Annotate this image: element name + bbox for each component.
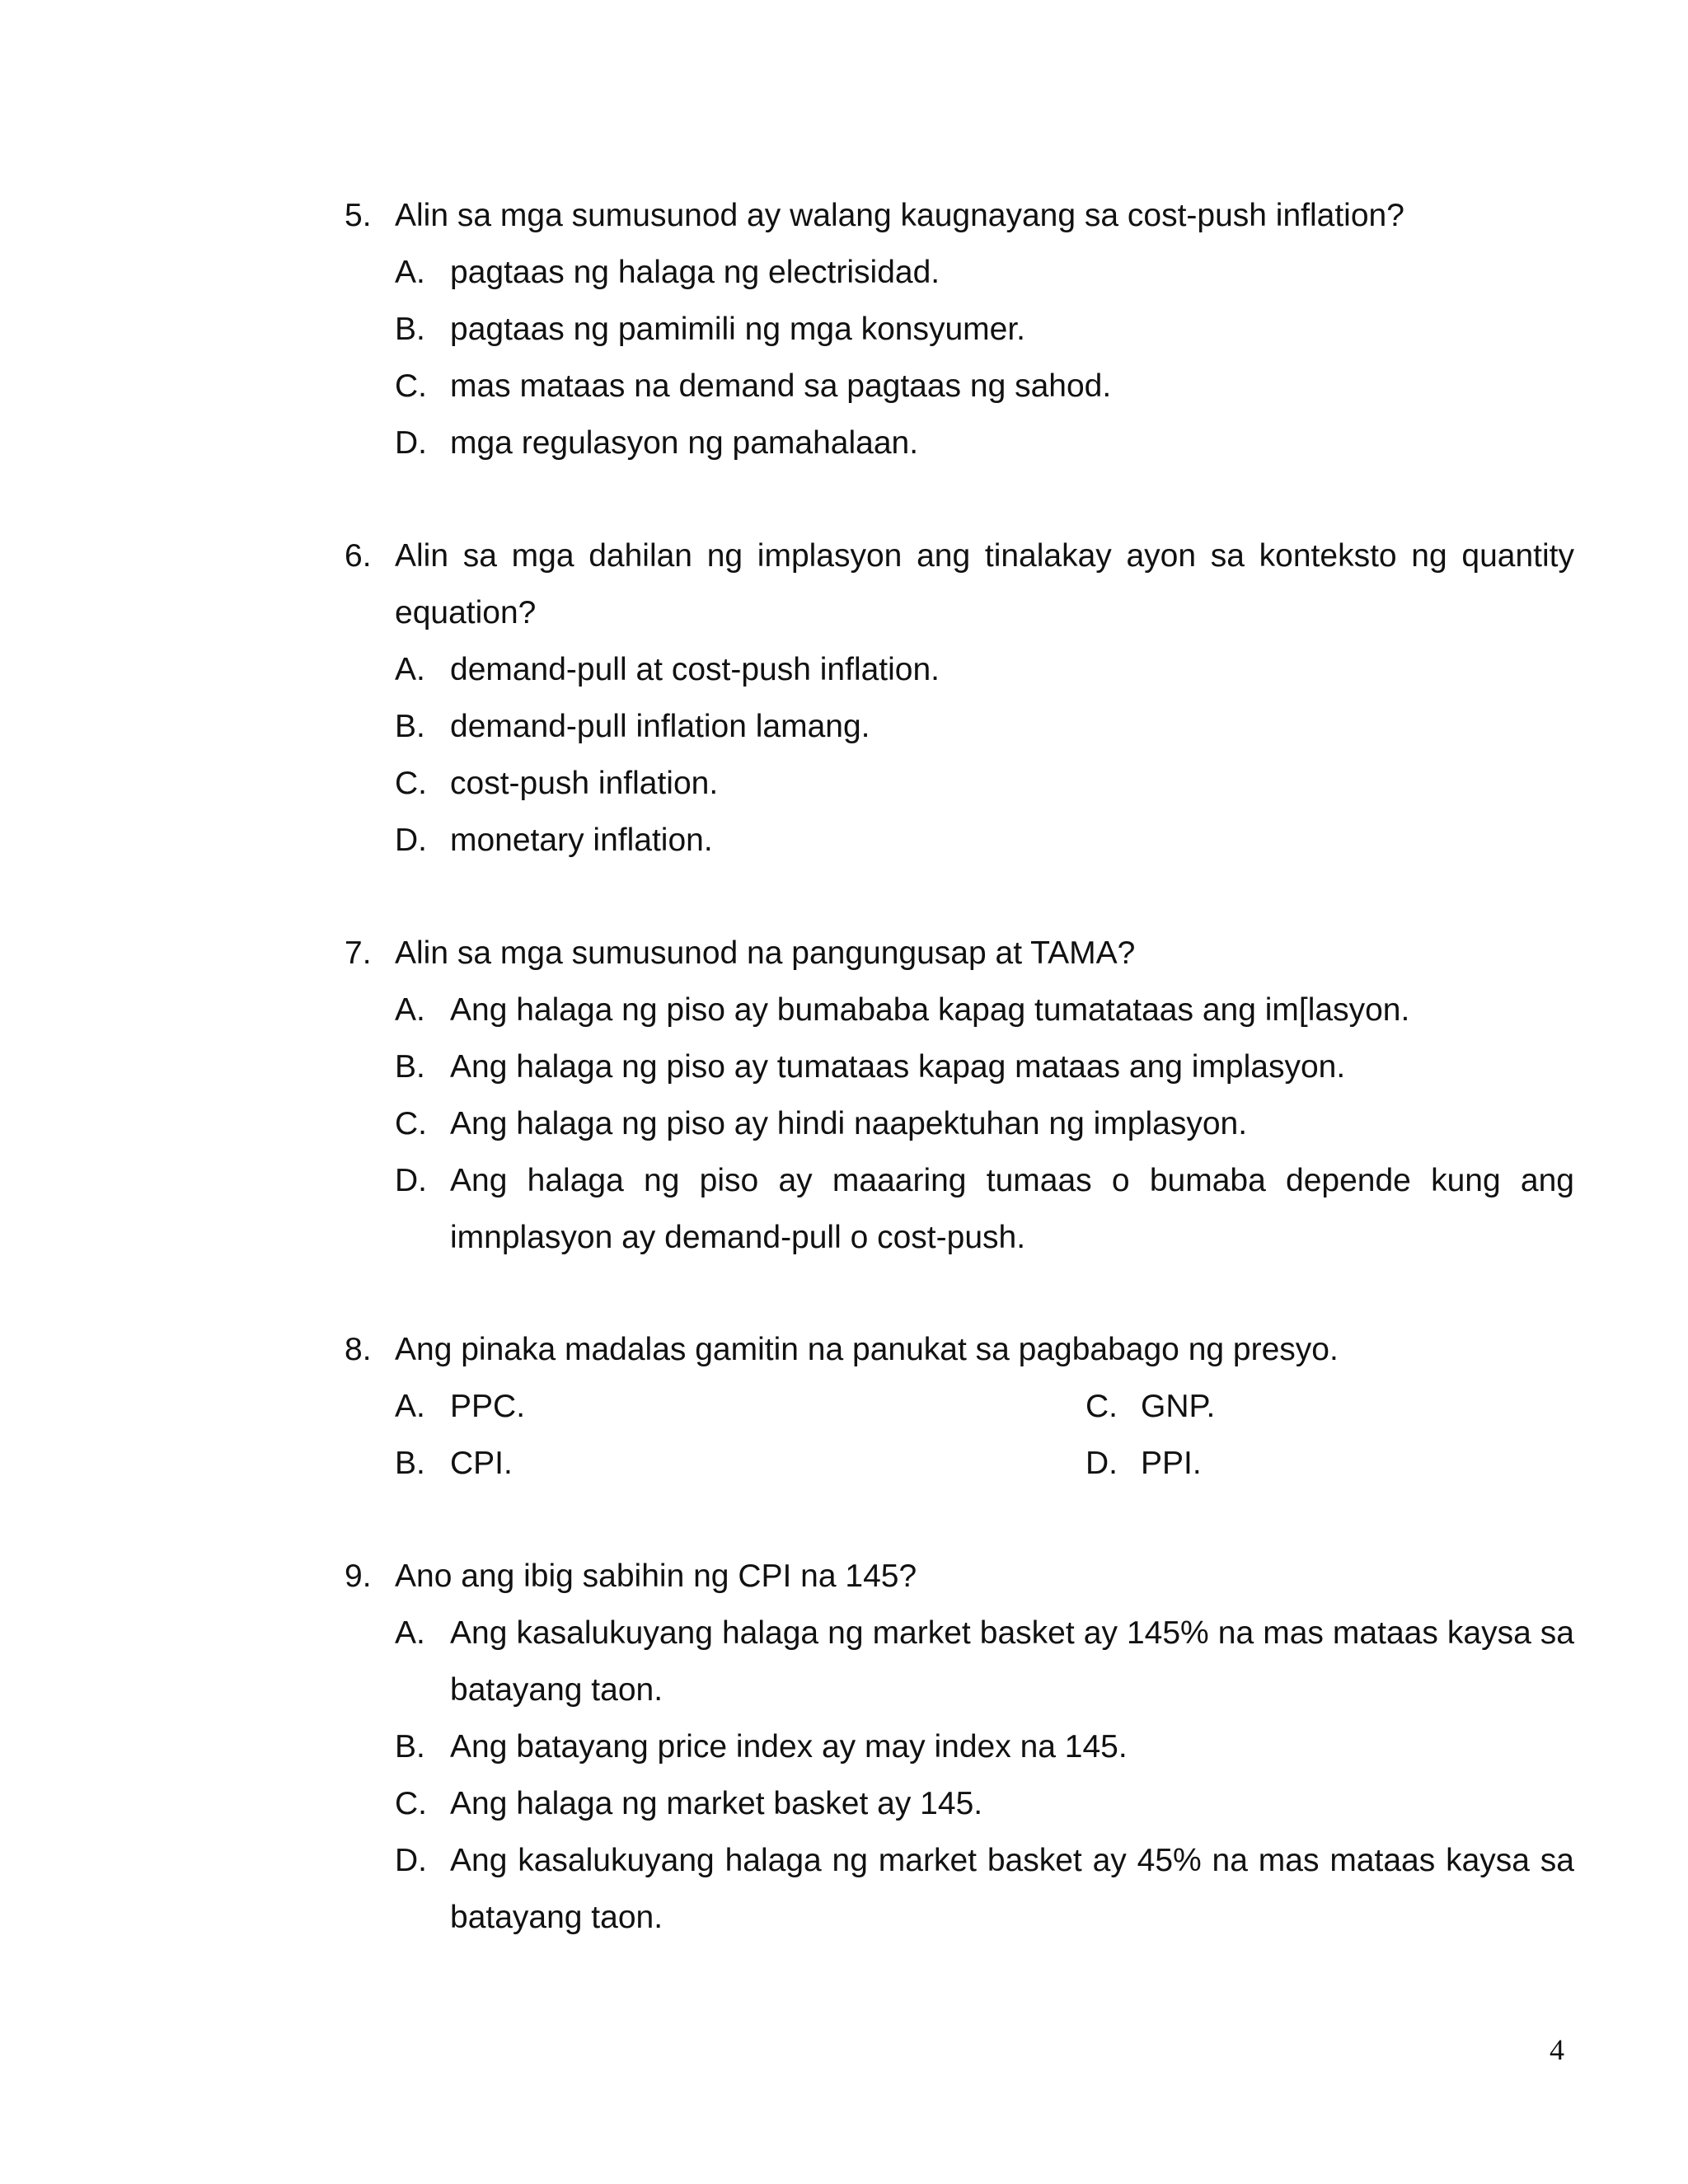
choice-a: [395, 244, 1574, 301]
choice-text: Ang halaga ng piso ay bumababa kapag tumatataas ang im[lasyon.: [450, 992, 1410, 1028]
choice-label: B.: [395, 1446, 425, 1481]
choice-label: C.: [395, 766, 427, 801]
choice-label: C.: [1085, 1389, 1118, 1424]
choice-label: D.: [1085, 1446, 1118, 1481]
choice-c: [395, 755, 1574, 812]
choice-label: A.: [395, 652, 425, 687]
choice-text: monetary inflation.: [450, 823, 713, 858]
choice-text: Ang halaga ng piso ay tumataas kapag mataas ang implasyon.: [450, 1049, 1346, 1085]
question-5: [345, 187, 1574, 471]
choice-c: [1085, 1378, 1574, 1435]
choice-text: demand-pull at cost-push inflation.: [450, 652, 940, 687]
choice-text: pagtaas ng halaga ng electrisidad.: [450, 255, 940, 290]
choice-a: [395, 1378, 1085, 1435]
choice-text: demand-pull inflation lamang.: [450, 709, 870, 744]
question-text: Alin sa mga sumusunod na pangungusap at TAMA?: [395, 935, 1136, 971]
choice-b: [395, 1718, 1574, 1775]
choice-text: Ang halaga ng piso ay hindi naapektuhan ng implasyon.: [450, 1106, 1248, 1141]
question-6: [345, 527, 1574, 869]
question-number: 5.: [345, 198, 372, 233]
question-text: Ang pinaka madalas gamitin na panukat sa pagbabago ng presyo.: [395, 1332, 1339, 1367]
choice-text: pagtaas ng pamimili ng mga konsyumer.: [450, 312, 1026, 347]
choice-c: [395, 1095, 1574, 1152]
choice-label: A.: [395, 992, 425, 1028]
choice-a: [395, 1605, 1574, 1718]
choice-grid: [395, 1378, 1574, 1492]
choice-text: PPC.: [450, 1389, 526, 1424]
question-8: [345, 1321, 1574, 1492]
question-text: Alin sa mga sumusunod ay walang kaugnayang sa cost-push inflation?: [395, 198, 1404, 233]
choice-a: [395, 982, 1574, 1038]
question-7: [345, 925, 1574, 1266]
choice-text: mas mataas na demand sa pagtaas ng sahod.: [450, 368, 1112, 404]
choice-d: [395, 415, 1574, 471]
choice-text: Ang kasalukuyang halaga ng market basket ay 45% na mas mataas kaysa sa batayang taon.: [450, 1843, 1574, 1935]
choice-label: B.: [395, 312, 425, 347]
choice-label: C.: [395, 1786, 427, 1821]
choice-c: [395, 1775, 1574, 1832]
question-number: 7.: [345, 935, 372, 971]
choice-label: B.: [395, 709, 425, 744]
choice-label: D.: [395, 1843, 427, 1878]
question-number: 9.: [345, 1558, 372, 1594]
choice-a: [395, 641, 1574, 698]
page-number: 4: [1550, 2033, 1564, 2066]
choice-label: D.: [395, 823, 427, 858]
choice-text: Ang kasalukuyang halaga ng market basket ay 145% na mas mataas kaysa sa batayang taon.: [450, 1615, 1574, 1708]
choice-text: cost-push inflation.: [450, 766, 719, 801]
question-9: [345, 1548, 1574, 1946]
choice-label: C.: [395, 1106, 427, 1141]
choice-d: [395, 1832, 1574, 1946]
question-number: 8.: [345, 1332, 372, 1367]
question-text: Alin sa mga dahilan ng implasyon ang tinalakay ayon sa konteksto ng quantity equation?: [395, 538, 1574, 630]
choice-text: mga regulasyon ng pamahalaan.: [450, 425, 919, 461]
choice-text: Ang batayang price index ay may index na 145.: [450, 1729, 1128, 1765]
choice-text: PPI.: [1141, 1446, 1202, 1481]
choice-text: CPI.: [450, 1446, 513, 1481]
choice-b: [395, 1038, 1574, 1095]
choice-b: [395, 301, 1574, 358]
choice-label: B.: [395, 1049, 425, 1085]
choice-text: Ang halaga ng piso ay maaaring tumaas o bumaba depende kung ang imnplasyon ay demand-pull o cost-push.: [450, 1163, 1574, 1255]
question-text: Ano ang ibig sabihin ng CPI na 145?: [395, 1558, 917, 1594]
question-number: 6.: [345, 538, 372, 574]
choice-c: [395, 358, 1574, 415]
choice-label: B.: [395, 1729, 425, 1765]
choice-label: A.: [395, 255, 425, 290]
choice-d: [395, 1152, 1574, 1266]
choice-b: [395, 1435, 1085, 1492]
choice-text: GNP.: [1141, 1389, 1216, 1424]
choice-label: A.: [395, 1389, 425, 1424]
choice-d: [395, 812, 1574, 869]
choice-label: C.: [395, 368, 427, 404]
choice-label: A.: [395, 1615, 425, 1651]
choice-b: [395, 698, 1574, 755]
choice-d: [1085, 1435, 1574, 1492]
choice-text: Ang halaga ng market basket ay 145.: [450, 1786, 983, 1821]
choice-label: D.: [395, 425, 427, 461]
choice-label: D.: [395, 1163, 427, 1198]
